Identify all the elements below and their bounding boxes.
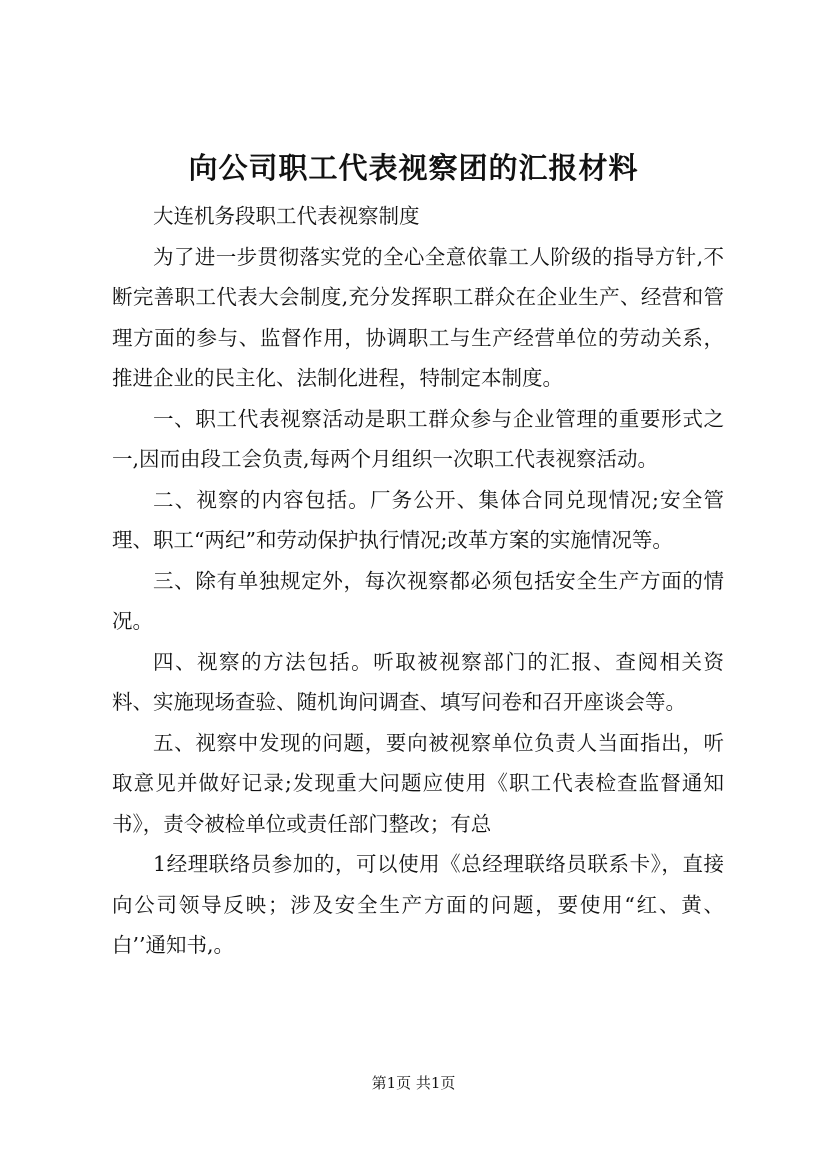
- paragraph-item-3: 三、除有单独规定外，每次视察都必须包括安全生产方面的情况。: [112, 568, 724, 633]
- paragraph-item-5: 五、视察中发现的问题，要向被视察单位负责人当面指出，听取意见并做好记录;发现重大问题应使用《职工代表检查监督通知书》，责令被检单位或责任部门整改；有总: [112, 730, 724, 836]
- paragraph-item-4: 四、视察的方法包括。听取被视察部门的汇报、查阅相关资料、实施现场查验、随机询问调查、填写问卷和召开座谈会等。: [112, 649, 724, 714]
- paragraph-item-2: 二、视察的内容包括。厂务公开、集体合同兑现情况;安全管理、职工“两纪”和劳动保护执行情况;改革方案的实施情况等。: [112, 487, 724, 552]
- paragraph-item-1: 一、职工代表视察活动是职工群众参与企业管理的重要形式之一,因而由段工会负责,每两个月组织一次职工代表视察活动。: [112, 406, 724, 471]
- paragraph-continuation: 1经理联络员参加的，可以使用《总经理联络员联系卡》，直接向公司领导反映；涉及安全生产方面的问题，要使用“红、黄、白’’通知书,。: [112, 852, 724, 957]
- paragraph-subtitle: 大连机务段职工代表视察制度: [153, 204, 420, 228]
- document-body: [112, 196, 724, 966]
- document-title: 向公司职工代表视察团的汇报材料: [188, 151, 639, 185]
- page-footer: 第1页 共1页: [371, 1074, 456, 1092]
- paragraph-intro: 为了进一步贯彻落实党的全心全意依靠工人阶级的指导方针,不断完善职工代表大会制度,充分发挥职工群众在企业生产、经营和管理方面的参与、监督作用，协调职工与生产经营单位的劳动关系，推进企业的民主化、法制化进程，特制定本制度。: [112, 244, 724, 390]
